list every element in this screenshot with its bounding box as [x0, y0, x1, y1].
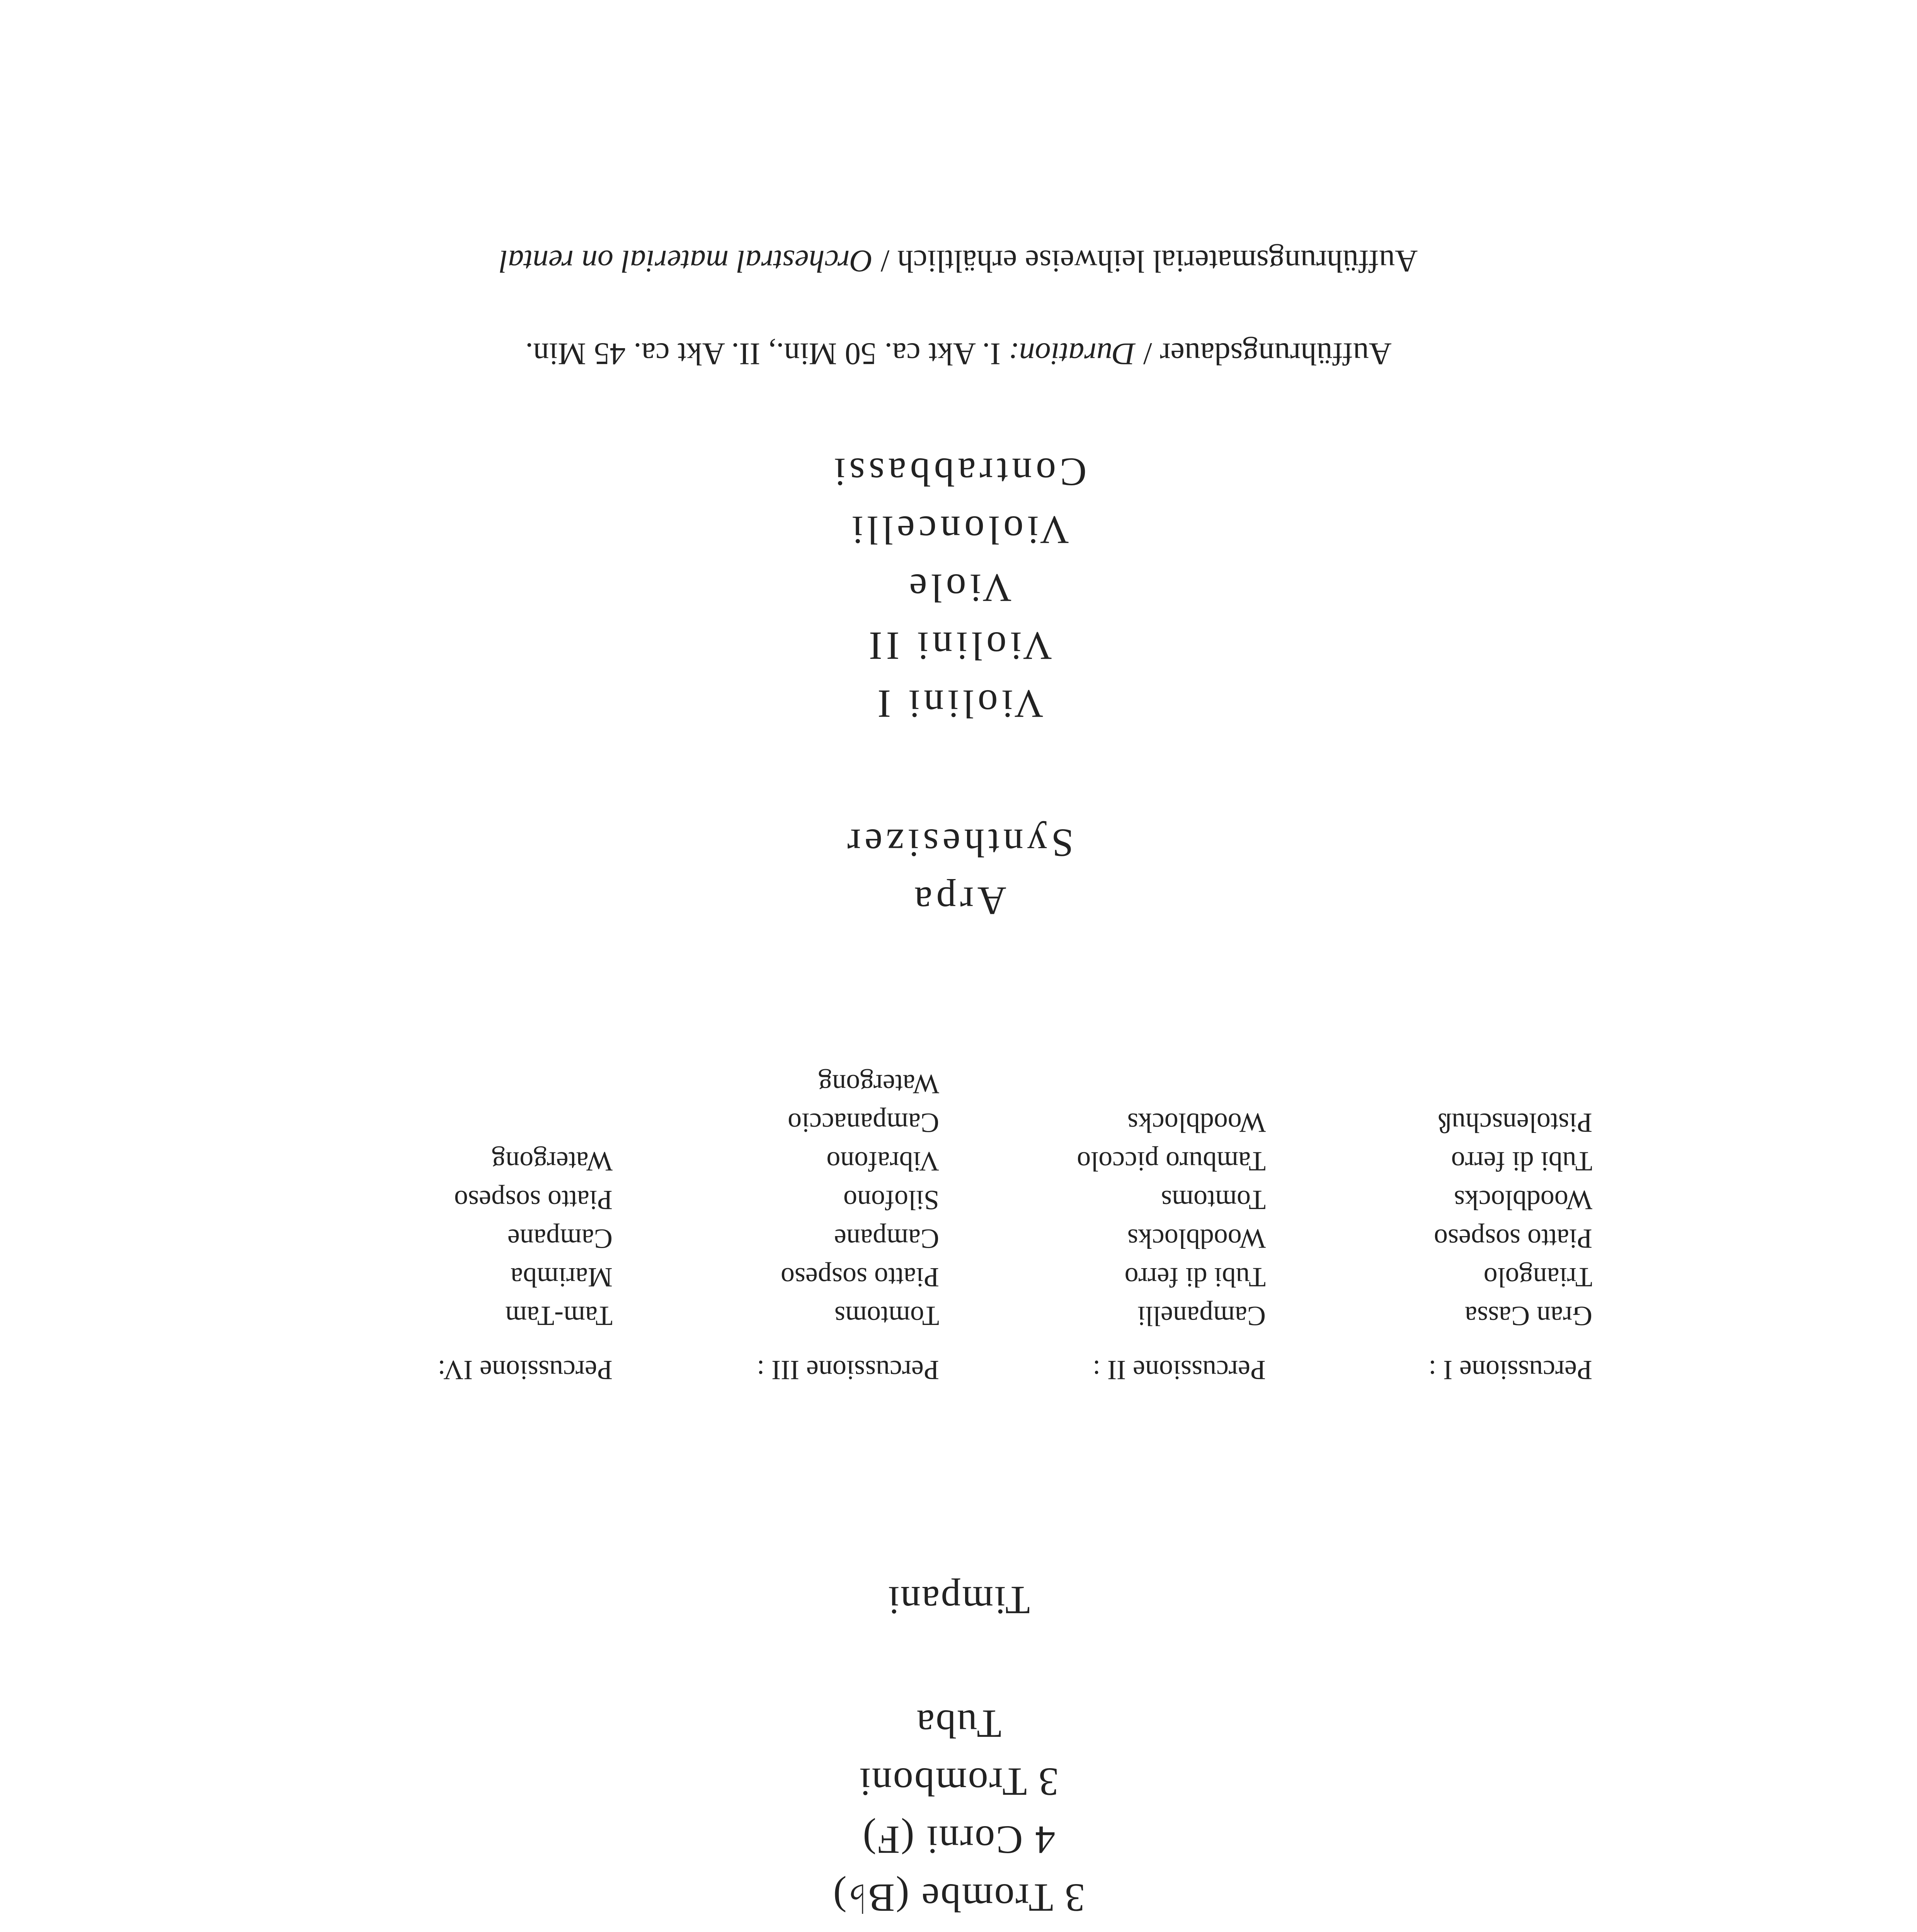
duration-label: Aufführungsdauer /	[1135, 337, 1392, 372]
percussion-item: Triangolo	[1483, 1262, 1592, 1293]
percussion-column	[970, 1065, 1266, 1389]
brass-list	[0, 1695, 1917, 1927]
percussion-item: Tubi di ferro	[1124, 1262, 1266, 1293]
percussion-item: Tubi di ferro	[1451, 1146, 1592, 1177]
instrument-line: Tuba	[915, 1702, 1002, 1746]
percussion-item: Tamburo piccolo	[1077, 1146, 1266, 1177]
timpani-line	[0, 1571, 1917, 1629]
instrument-line: Violoncelli	[848, 508, 1069, 552]
instrument-line: 3 Trombe (B♭)	[832, 1876, 1085, 1920]
percussion-item: Campanaccio	[788, 1107, 939, 1138]
instrument-line: Contrabbassi	[830, 450, 1087, 494]
instrument-line: Viole	[905, 566, 1012, 610]
percussion-item: Woodblocks	[1127, 1223, 1266, 1254]
percussion-item: Campane	[507, 1223, 613, 1254]
percussion-column	[317, 1065, 613, 1389]
strings-list	[0, 443, 1917, 733]
percussion-item: Gran Cassa	[1465, 1301, 1592, 1332]
performance-notes	[0, 215, 1917, 400]
percussion-column	[644, 1065, 939, 1389]
percussion-item: Piatto sospeso	[780, 1262, 939, 1293]
percussion-item: Woodblocks	[1454, 1185, 1592, 1216]
duration-value: I. Akt ca. 50 Min., II. Akt ca. 45 Min.	[525, 337, 1009, 372]
percussion-heading: Percussione III :	[757, 1355, 939, 1386]
percussion-item: Woodblocks	[1127, 1107, 1266, 1138]
percussion-grid	[317, 1065, 1592, 1389]
instrument-line: 3 Tromboni	[858, 1760, 1059, 1804]
instrument-line: Arpa	[911, 879, 1006, 923]
percussion-item: Watergong	[492, 1146, 613, 1177]
percussion-heading: Percussione IV:	[438, 1355, 613, 1386]
percussion-item: Campane	[834, 1223, 939, 1254]
percussion-item: Pistolenschuß	[1437, 1107, 1592, 1138]
percussion-item: Silofono	[843, 1185, 939, 1216]
duration-label-en: Duration:	[1008, 337, 1136, 372]
rental-note	[0, 215, 1917, 308]
percussion-item: Tomtoms	[1161, 1185, 1266, 1216]
duration-note	[0, 308, 1917, 400]
instrument-line: Timpani	[887, 1578, 1030, 1622]
percussion-item: Tomtoms	[834, 1301, 939, 1332]
percussion-item: Marimba	[511, 1262, 613, 1293]
percussion-item: Vibrafono	[826, 1146, 939, 1177]
percussion-item: Watergong	[818, 1069, 939, 1100]
rental-de: Aufführungsmaterial leihweise erhältlich /	[873, 244, 1418, 279]
instrument-line: Synthesizer	[843, 821, 1074, 865]
instrument-line: Violini I	[873, 682, 1044, 726]
rental-en: Orchestral material on rental	[499, 244, 873, 279]
percussion-column	[1297, 1065, 1592, 1389]
instrument-line: Violini II	[865, 624, 1052, 668]
percussion-heading: Percussione II :	[1093, 1355, 1266, 1386]
percussion-item: Tam-Tam	[505, 1301, 613, 1332]
percussion-item: Piatto sospeso	[454, 1185, 613, 1216]
harp-synth-list	[0, 814, 1917, 930]
instrument-line: 4 Corni (F)	[861, 1818, 1056, 1862]
percussion-heading: Percussione I :	[1428, 1355, 1592, 1386]
percussion-item: Piatto sospeso	[1433, 1223, 1592, 1254]
percussion-item: Campanelli	[1137, 1301, 1266, 1332]
